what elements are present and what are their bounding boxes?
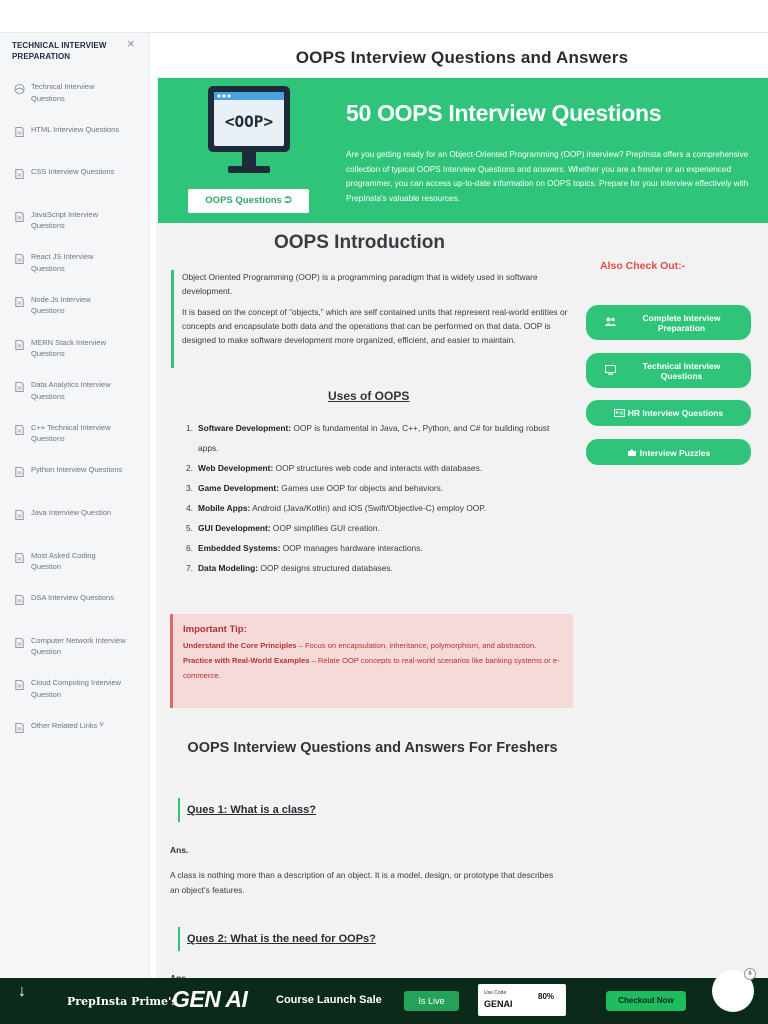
banner-prime-text: PrepInsta Prime's xyxy=(67,995,178,1008)
sidebar-item-python[interactable] xyxy=(14,464,144,507)
document-icon xyxy=(14,424,25,436)
intro-paragraph-1: Object Oriented Programming (OOP) is a programming paradigm that is widely used in software development. xyxy=(182,272,538,297)
document-icon xyxy=(14,339,25,351)
document-icon xyxy=(14,594,25,606)
sidebar-item-cpp[interactable] xyxy=(14,422,144,465)
sidebar-item-label: HTML Interview Questions xyxy=(31,124,120,134)
sidebar-item-data-analytics[interactable] xyxy=(14,379,144,422)
sidebar-item-javascript[interactable] xyxy=(14,209,144,252)
list-item: 7. Data Modeling: OOP designs structured databases. xyxy=(186,563,393,573)
faq-section-title: OOPS Interview Questions and Answers For Freshers xyxy=(187,740,558,756)
document-icon xyxy=(14,679,25,691)
puzzle-icon xyxy=(627,447,637,457)
sidebar-list xyxy=(14,81,144,763)
sidebar-item-dsa[interactable] xyxy=(14,592,144,635)
document-icon xyxy=(14,637,25,649)
button-label: HR Interview Questions xyxy=(586,408,751,418)
hero-banner xyxy=(158,78,768,223)
document-icon xyxy=(14,722,25,734)
chevron-down-icon[interactable]: ˅ xyxy=(99,719,104,729)
sidebar-item-other-links[interactable] xyxy=(14,720,144,763)
sidebar-item-html[interactable] xyxy=(14,124,144,167)
sidebar-item-label: Most Asked Coding Question xyxy=(31,550,96,572)
sidebar-item-label: CSS Interview Questions xyxy=(31,167,115,177)
document-icon xyxy=(14,168,25,180)
hero-title: 50 OOPS Interview Questions xyxy=(346,100,662,126)
sidebar-item-technical[interactable] xyxy=(14,81,144,124)
list-item: 6. Embedded Systems: OOP manages hardware interactions. xyxy=(186,543,423,553)
uses-list xyxy=(188,418,568,578)
is-live-button[interactable]: Is Live xyxy=(404,991,459,1011)
sidebar-item-label: Java Interview Question xyxy=(31,507,112,517)
document-icon xyxy=(14,381,25,393)
document-icon xyxy=(14,253,25,265)
list-item: 1. Software Development: OOP is fundamental in Java, C++, Python, and C# for building robust apps. xyxy=(186,423,550,453)
list-item: 4. Mobile Apps: Android (Java/Kotlin) and iOS (Swift/Objective-C) employ OOP. xyxy=(186,503,487,513)
intro-title: OOPS Introduction xyxy=(274,232,445,253)
list-item: 2. Web Development: OOP structures web code and interacts with databases. xyxy=(186,463,483,473)
sidebar-item-label: JavaScript Interview Questions xyxy=(31,209,99,231)
document-icon xyxy=(14,211,25,223)
top-strip xyxy=(0,0,768,33)
oop-monitor-icon xyxy=(206,84,292,178)
list-item: 5. GUI Development: OOP simplifies GUI creation. xyxy=(186,523,380,533)
discount-percent: 80% xyxy=(538,992,555,1001)
promo-banner[interactable] xyxy=(0,971,768,1024)
coupon-code: GENAI xyxy=(484,999,513,1009)
sidebar-item-label: DSA Interview Questions xyxy=(31,593,114,603)
technical-interview-questions-button[interactable] xyxy=(586,353,751,388)
interview-puzzles-button[interactable] xyxy=(586,439,751,465)
important-tip-box xyxy=(170,614,573,708)
sidebar-item-label: C++ Technical Interview Questions xyxy=(31,422,111,444)
page-title: OOPS Interview Questions and Answers xyxy=(156,42,768,77)
hr-interview-questions-button[interactable] xyxy=(586,400,751,426)
button-label: Interview Puzzles xyxy=(586,447,751,458)
monitor-text: <OOP> xyxy=(224,112,274,131)
id-card-icon xyxy=(614,409,625,417)
intro-box xyxy=(171,270,573,368)
coupon-code-box xyxy=(478,984,566,1016)
tip-line: Practice with Real-World Examples – Relate OOP concepts to real-world scenarios like banking systems or e-commerce. xyxy=(183,656,560,680)
question-heading: Ques 1: What is a class? xyxy=(178,798,558,822)
sidebar-item-label: Data Analytics Interview Questions xyxy=(31,380,111,401)
also-check-out-title: Also Check Out:- xyxy=(600,260,686,272)
complete-interview-preparation-button[interactable] xyxy=(586,305,751,340)
sidebar-item-java[interactable] xyxy=(14,507,144,550)
button-label: Complete Interview Preparation xyxy=(642,312,721,333)
sidebar xyxy=(0,33,150,978)
sidebar-item-label: Other Related Links xyxy=(31,720,98,730)
document-icon xyxy=(14,466,25,478)
document-icon xyxy=(14,296,25,308)
hero-description: Are you getting ready for an Object-Oriented Programming (OOP) interview? PrepInsta offers a comprehensive collection of typical OOPS Interview Questions and answers. Whether you are a fresher or an experienced programmer, you can access up-to-date information on OOPS topics. Prepare for your interview effectively with PrepInsta's valuable resources. xyxy=(346,150,749,203)
sidebar-item-css[interactable] xyxy=(14,166,144,209)
tip-title: Important Tip: xyxy=(183,624,247,635)
answer-label: Ans. xyxy=(170,845,189,855)
list-item: 3. Game Development: Games use OOP for objects and behaviors. xyxy=(186,483,444,493)
oops-questions-button[interactable]: OOPS Questions ⮊ xyxy=(188,189,309,213)
document-icon xyxy=(14,126,25,138)
use-code-label: Use Code xyxy=(484,990,507,996)
sidebar-item-label: MERN Stack Interview Questions xyxy=(31,337,107,359)
sidebar-item-label: Python Interview Questions xyxy=(31,465,123,475)
sidebar-item-label: React JS Interview Questions xyxy=(31,252,94,273)
question-heading: Ques 2: What is the need for OOPs? xyxy=(178,927,558,951)
arrow-down-icon[interactable]: ↓ xyxy=(18,983,26,1000)
sidebar-item-label: Node.Js Interview Questions xyxy=(31,294,91,316)
users-icon xyxy=(598,317,622,328)
close-icon[interactable]: × xyxy=(127,36,135,51)
tip-line: Understand the Core Principles – Focus on encapsulation, inheritance, polymorphism, and abstraction. xyxy=(183,641,537,650)
sidebar-item-coding[interactable] xyxy=(14,550,144,593)
notification-badge: 6 xyxy=(744,968,756,980)
sidebar-item-network[interactable] xyxy=(14,635,144,678)
also-check-out-panel xyxy=(586,260,756,458)
sidebar-item-reactjs[interactable] xyxy=(14,251,144,294)
sidebar-heading: TECHNICAL INTERVIEW PREPARATION xyxy=(12,41,107,61)
document-icon xyxy=(14,509,25,521)
clock-icon xyxy=(14,83,25,95)
banner-genai-logo: GEN AI xyxy=(172,986,248,1012)
main-content xyxy=(156,42,768,978)
monitor-icon xyxy=(598,365,622,377)
sidebar-item-label: Computer Network Interview Question xyxy=(31,635,126,657)
sidebar-item-cloud[interactable] xyxy=(14,677,144,720)
uses-title: Uses of OOPS xyxy=(328,389,410,403)
checkout-now-button[interactable]: Checkout Now xyxy=(606,991,686,1011)
sidebar-item-label: Cloud Computing Interview Question xyxy=(31,678,122,699)
intro-paragraph-2: It is based on the concept of “objects,” which are self contained units that represent real-world entities or concepts and encapsulate both data and the operations that can be performed on that data. OOP is designed to make software development more organized, efficient, and easier to maintain. xyxy=(182,306,568,346)
button-label: Technical Interview Questions xyxy=(642,360,721,381)
answer-text: A class is nothing more than a description of an object. It is a model, design, or prototype that describes an object's features. xyxy=(170,870,554,895)
sidebar-item-mern[interactable] xyxy=(14,337,144,380)
banner-sale-text: Course Launch Sale xyxy=(276,994,382,1006)
document-icon xyxy=(14,552,25,564)
sidebar-item-nodejs[interactable] xyxy=(14,294,144,337)
sidebar-item-label: Technical Interview Questions xyxy=(31,82,95,103)
